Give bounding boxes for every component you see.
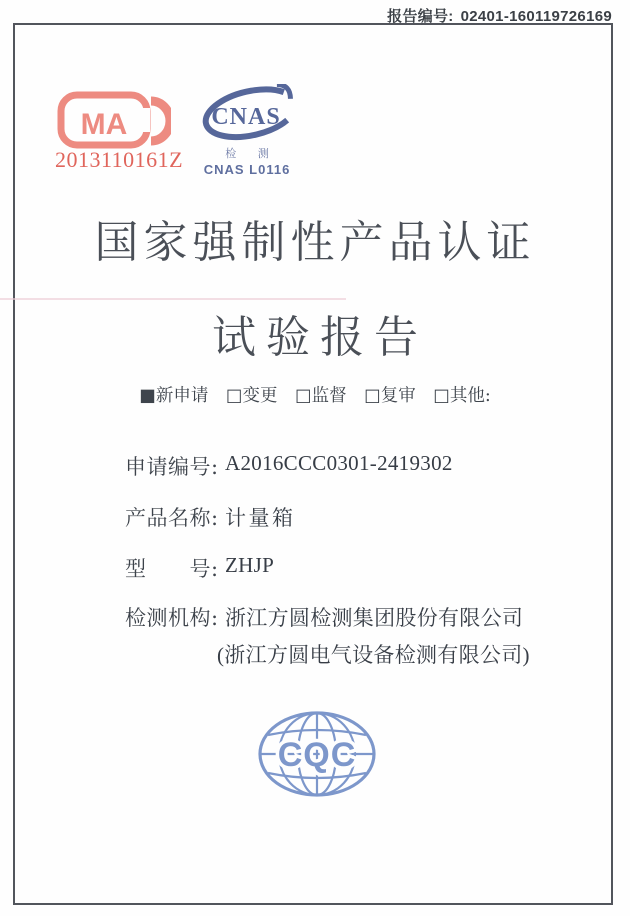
application-number-label: 申请编号: xyxy=(125,455,219,479)
product-name-label: 产品名称: xyxy=(125,506,219,530)
testing-lab-name: 浙江方圆检测集团股份有限公司 xyxy=(225,606,524,630)
checkbox-review: □复审 xyxy=(364,386,416,406)
checkbox-supervision: □监督 xyxy=(295,386,347,406)
scan-artifact-line xyxy=(0,298,346,300)
cnas-lab-code: CNAS L0116 xyxy=(203,162,291,177)
cma-logo-icon xyxy=(57,90,171,152)
testing-lab-value xyxy=(217,602,530,669)
field-testing-lab xyxy=(125,602,530,669)
model-label: 型 号: xyxy=(125,557,219,581)
document-subtitle: 试验报告 xyxy=(212,312,428,363)
application-number-value: A2016CCC0301-2419302 xyxy=(225,451,453,475)
cqc-logo-letters: CQC xyxy=(277,736,357,774)
field-product-name xyxy=(125,502,296,532)
testing-lab-label: 检测机构: xyxy=(125,606,219,630)
cma-license-number: 2013110161Z xyxy=(55,147,184,172)
document-title: 国家强制性产品认证 xyxy=(94,217,536,268)
cnas-caption-cn: 检 测 xyxy=(225,147,278,160)
cqc-logo-icon xyxy=(256,710,378,798)
cnas-accreditation-block xyxy=(191,84,303,177)
field-model xyxy=(125,553,274,583)
checkbox-other: □其他: xyxy=(433,386,491,406)
cnas-logo-letters: CNAS xyxy=(211,104,281,130)
checkbox-new-application: ■新申请 xyxy=(139,386,209,406)
cnas-logo-icon xyxy=(193,84,301,148)
model-value: ZHJP xyxy=(225,553,275,577)
application-type-row xyxy=(0,382,630,407)
field-application-number xyxy=(125,451,453,481)
product-name-value: 计量箱 xyxy=(225,506,296,530)
report-number-label: 报告编号: xyxy=(387,8,454,25)
cqc-logo-block xyxy=(256,710,378,802)
report-number-value: 02401-160119726169 xyxy=(460,8,612,25)
cma-logo-letters: MA xyxy=(80,108,128,141)
checkbox-change: □变更 xyxy=(225,386,278,406)
cma-accreditation-block xyxy=(55,90,184,173)
testing-lab-subsidiary: (浙江方圆电气设备检测有限公司) xyxy=(217,643,530,667)
